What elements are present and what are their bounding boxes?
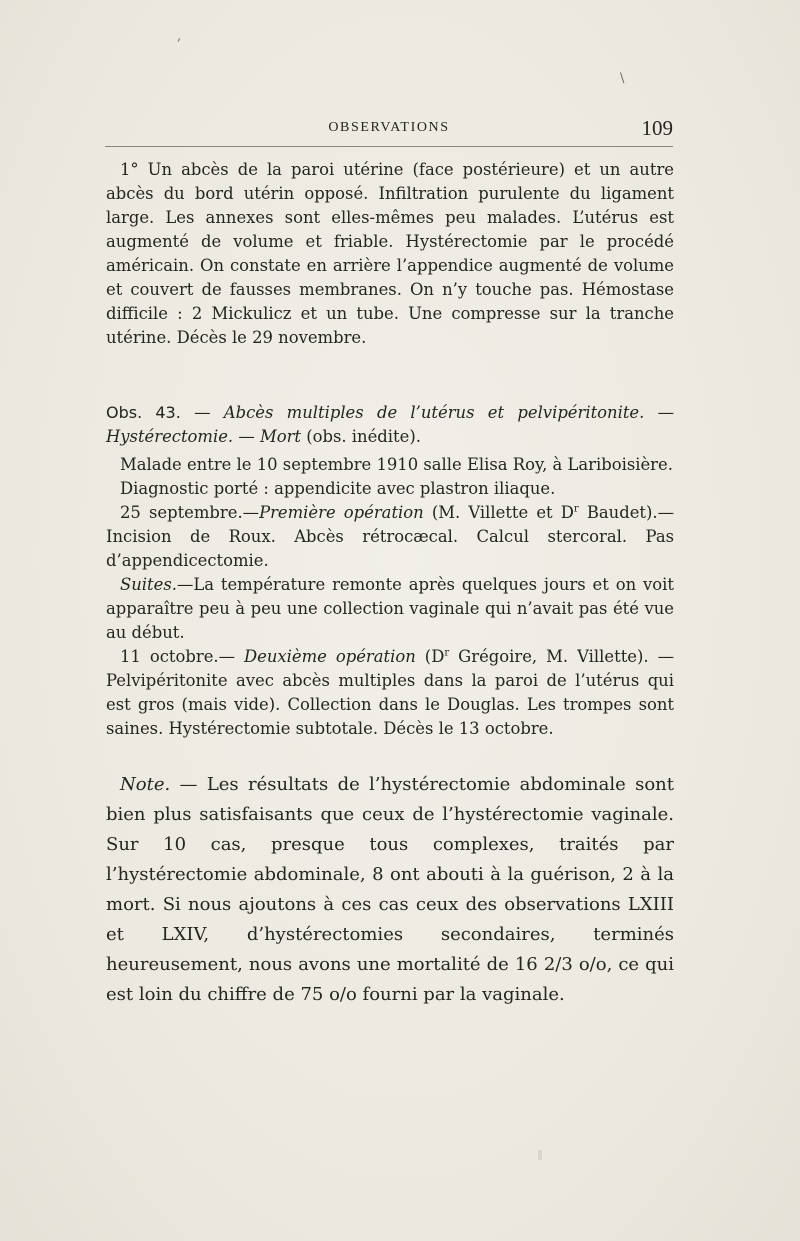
date-label: 25 septembre.— (120, 503, 260, 522)
note-label: Note. (120, 774, 171, 795)
note-text: — Les résultats de l’hystérectomie abdominale sont bien plus satisfaisants que ceux de l’hystérectomie vaginale. Sur 10 cas, presque tous complexes, traités par l’hystérectomie abdominale, 8 ont abouti à la guérison, 2 à la mort. Si nous ajoutons à ces cas ceux des observations LXIII et LXIV, d’hystérectomies secondaires, terminés heureusement, nous avons une mortalité de 16 2/3 o/o, ce qui est loin du chiffre de 75 o/o fourni par la vaginale. (106, 774, 674, 1005)
operation-label: Première opération (259, 503, 424, 522)
paragraph-case-findings: 1° Un abcès de la paroi utérine (face postérieure) et un autre abcès du bord utérin opposé. Infiltration purulente du ligament large. Les annexes sont elles-mêmes peu malades. L’utérus est augmenté de volume et friable. Hystérectomie par le procédé américain. On constate en arrière l’appendice augmenté de volume et couvert de fausses membranes. On n’y touche pas. Hémostase difficile : 2 Mickulicz et un tube. Une compresse sur la tranche utérine. Décès le 29 novembre. (106, 160, 674, 347)
operation-text: (D (415, 647, 445, 666)
observation-outcome: Mort (259, 427, 302, 446)
date-label: 11 octobre.— (120, 647, 245, 666)
header-rule (105, 146, 673, 147)
heading-dash: — (644, 403, 675, 422)
ink-speck: \ (620, 71, 625, 86)
operation-text: (M. Villette et D (423, 503, 574, 522)
operation-text: Grégoire, M. Villette). — Pelvipéritonite avec abcès multiples dans la paroi de l’utérus qui est gros (mais vide). Collection dans le Douglas. Les trompes sont saines. Hystérectomie subtotale. Décès le 13 octobre. (106, 647, 674, 738)
observation-procedure: Hystérectomie. (106, 427, 234, 446)
observation-title: Abcès multiples de l’utérus et pelvipéritonite. (223, 403, 645, 422)
paragraph-admission: Malade entre le 10 septembre 1910 salle Elisa Roy, à Lariboisière. (120, 455, 673, 474)
page-number: 109 (641, 116, 673, 140)
running-title: OBSERVATIONS (328, 120, 450, 135)
page-body (106, 158, 674, 1010)
superscript: r (573, 503, 579, 515)
heading-dash: — (233, 427, 260, 446)
paragraph-diagnosis: Diagnostic porté : appendicite avec plastron iliaque. (120, 479, 556, 498)
suites-label: Suites. (120, 575, 177, 594)
observation-number: Obs. 43. (106, 403, 181, 422)
observation-source: (obs. inédite). (301, 427, 421, 446)
superscript: r (444, 647, 450, 659)
running-header (105, 118, 673, 142)
ink-speck: , (177, 29, 182, 44)
paragraph-suites (106, 573, 674, 645)
paper-mark (538, 1150, 542, 1160)
heading-dash: — (180, 403, 224, 422)
observation-heading (106, 401, 674, 449)
suites-text: —La température remonte après quelques jours et on voit apparaître peu à peu une collection vaginale qui n’avait pas été vue au début. (106, 575, 674, 642)
operation-text: Baudet).— Incision de Roux. Abcès rétrocæcal. Calcul stercoral. Pas d’appendicectomie. (106, 503, 674, 570)
paragraph-first-operation (106, 501, 674, 573)
note-paragraph (106, 770, 674, 1010)
paragraph-second-operation (106, 645, 674, 741)
operation-label: Deuxième opération (244, 647, 416, 666)
